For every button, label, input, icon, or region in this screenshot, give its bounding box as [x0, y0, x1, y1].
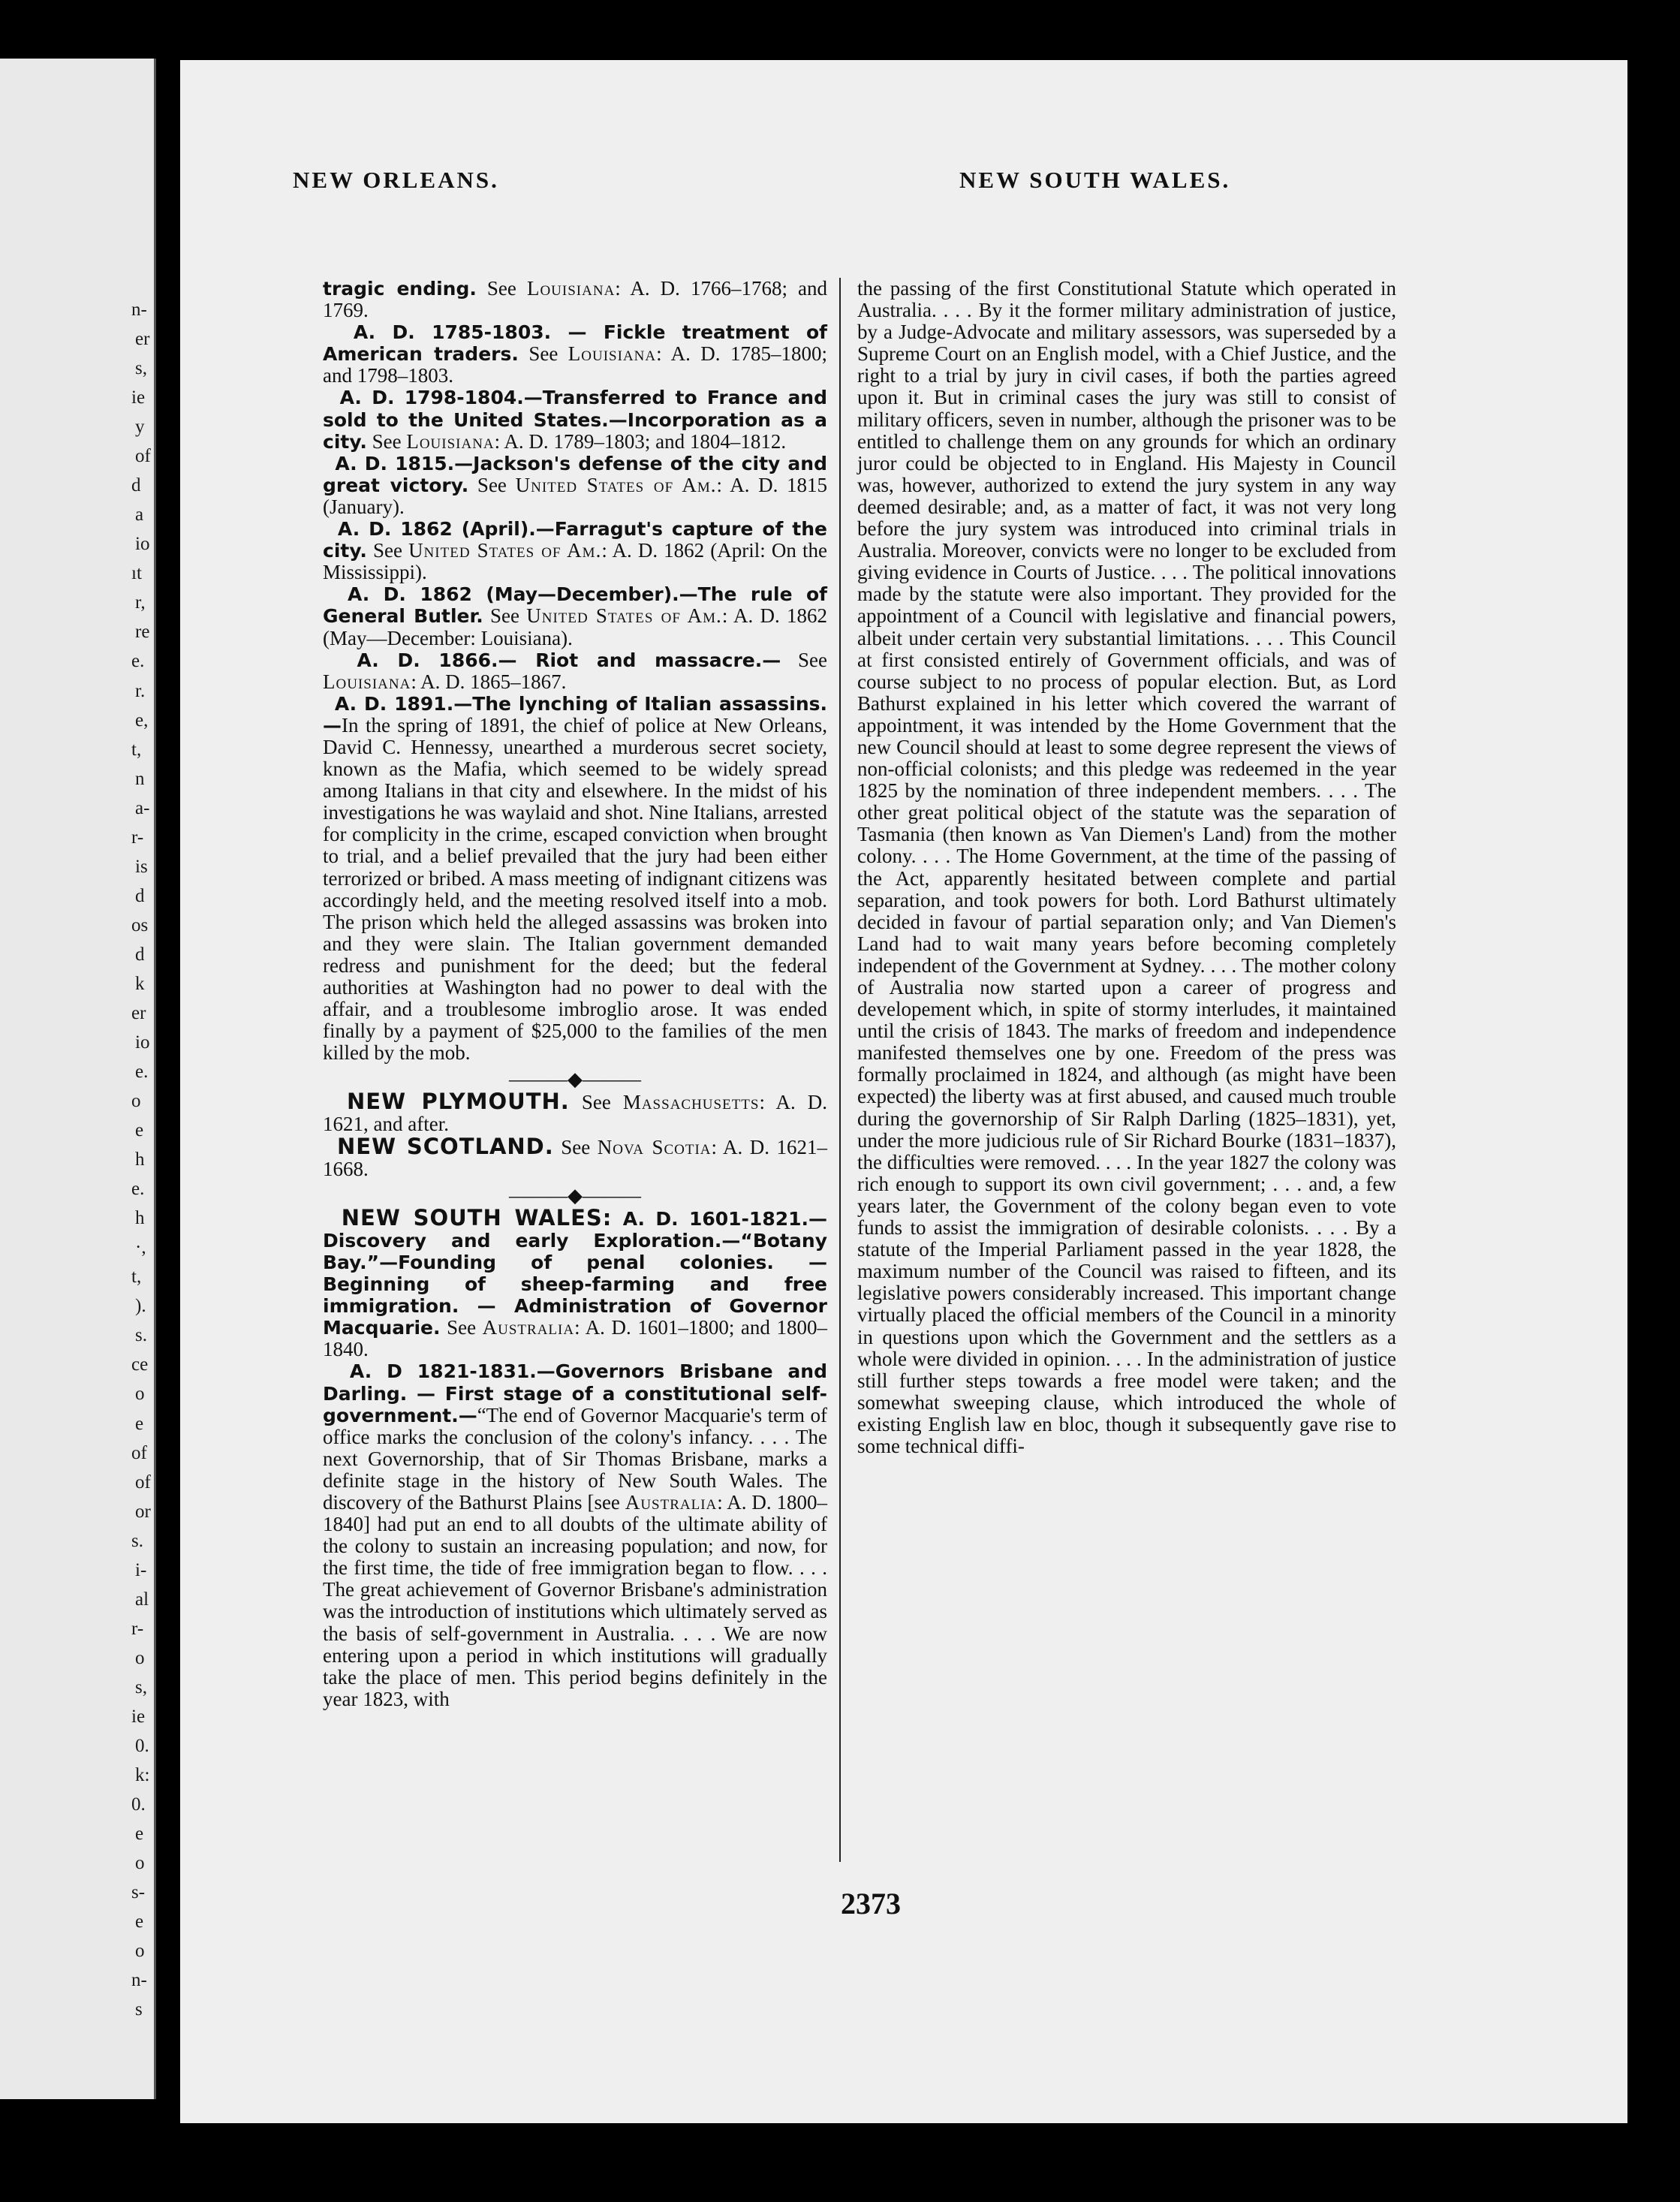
entry-heading: NEW SOUTH WALES:: [341, 1204, 613, 1231]
adjacent-page-fragment: o: [135, 1941, 145, 1962]
entry-paragraph: [323, 453, 827, 518]
page-number: 2373: [841, 1887, 901, 1920]
adjacent-page-fragment: er: [135, 329, 150, 350]
adjacent-page-fragment: s: [135, 1999, 143, 2020]
adjacent-page: [0, 59, 156, 2099]
entry-lead: A. D. 1891.—The lynching of Italian assassins.—: [323, 692, 827, 737]
adjacent-page-fragment: e: [135, 1413, 144, 1434]
entry-heading: NEW PLYMOUTH.: [347, 1089, 570, 1115]
entry-paragraph: [323, 1360, 827, 1710]
cross-reference: United States of Am.: [515, 473, 717, 496]
entry-lead: A. D. 1862 (April).—Farragut's capture of the city.: [323, 518, 828, 562]
adjacent-page-fragment: d: [131, 475, 141, 496]
adjacent-page-fragment: d: [135, 885, 145, 906]
adjacent-page-fragment: ie: [131, 387, 146, 408]
entry-paragraph: the passing of the first Constitutional Statute which operated in Australia. . . . By it the former military administration of justice, by a Judge-Advocate and military assessors, was superseded by a Supreme Court on an English model, with a Chief Justice, and the right to a trial by jury in civil cases, if both the parties agreed upon it. But in criminal cases the jury was still to consist of military officers, seven in number, although the prisoner was to be entitled to challenge them on any grounds for which an ordinary juror could be objected to in England. His Majesty in Council was, however, authorized to extend the jury system in any way deemed desirable; and, as a matter of fact, it was not very long before the jury system was introduced into criminal trials in Australia. Moreover, convicts were no longer to be excluded from giving evidence in Courts of Justice. . . . The political innovations made by the statute were also important. They provided for the appointment of a Council with legislative and financial powers, albeit under certain very substantial limitations. . . . This Council at first consisted entirely of Government officials, and was of course subject to no process of popular election. But, as Lord Bathurst explained in his letter which covered the warrant of appointment, it was intended by the Home Government that the new Council should at least to some degree represent the views of non-official colonists; and this pledge was redeemed in the year 1825 by the nomination of three independent members. . . . The other great political object of the statute was the separation of Tasmania (then known as Van Diemen's Land) from the mother colony. . . . The Home Government, at the time of the passing of the Act, apparently hesitated between complete and partial separation, and took powers for both. Lord Bathurst ultimately decided in favour of partial separation only; and Van Diemen's Land had to wait many years before becoming completely independent of the Government at Sydney. . . . The mother colony of Australia now started upon a career of progress and developement which, in spite of stormy interludes, it maintained until the crisis of 1843. The marks of freedom and independence manifested themselves one by one. Freedom of the press was formally proclaimed in 1824, and although (as might have been expected) the liberty was at first abused, and caused much trouble during the governorship of Sir Ralph Darling (1825–1831), yet, under the more judicious rule of Sir Richard Bourke (1831–1837), the difficulties were removed. . . . In the year 1827 the colony was rich enough to support its own civil government; . . . and, a few years later, the Government of the colony began even to vote funds to assist the immigration of desirable colonists. . . . By a statute of the Imperial Parliament passed in the year 1828, the maximum number of the Council was raised to fifteen, and its legislative powers considerably increased. This important change virtually placed the official members of the Council in a minority in questions upon which the Government and the settlers as a whole were divided in opinion. . . . In the administration of justice still further steps towards a free model were taken; and the somewhat sweeping clause, which introduced the whole of existing English law en bloc, though it subsequently gave rise to some technical diffi-: [857, 277, 1396, 1457]
adjacent-page-fragment: o: [135, 1853, 145, 1874]
adjacent-page-fragment: ıt: [131, 563, 142, 584]
adjacent-page-fragment: of: [135, 1472, 151, 1493]
entry-text: See: [569, 1091, 623, 1114]
adjacent-page-fragment: s,: [135, 1676, 147, 1697]
adjacent-page-fragment: r-: [131, 827, 144, 848]
entry-paragraph: [323, 518, 827, 583]
entry-text: See: [366, 539, 409, 562]
entry-lead: A. D. 1866.— Riot and massacre.—: [357, 649, 781, 671]
adjacent-page-fragment: t,: [131, 739, 142, 760]
adjacent-page-fragment: ·,: [135, 1237, 146, 1258]
entry-text: See: [483, 604, 527, 628]
adjacent-page-fragment: k:: [135, 1765, 150, 1785]
running-header-right: NEW SOUTH WALES.: [959, 167, 1231, 193]
adjacent-page-fragment: r,: [135, 592, 146, 613]
adjacent-page-fragment: n-: [131, 1970, 147, 1991]
adjacent-page-fragment: r-: [131, 1618, 144, 1639]
cross-reference: Louisiana: [323, 670, 411, 693]
adjacent-page-fragment: h: [135, 1149, 145, 1170]
entry-paragraph: [323, 583, 827, 649]
entry-lead: A. D. 1785-1803. — Fickle treatment of American traders.: [323, 321, 828, 366]
entry-paragraph: [323, 1091, 827, 1135]
adjacent-page-fragment: ).: [135, 1296, 146, 1317]
running-header-left: NEW ORLEANS.: [293, 167, 499, 193]
adjacent-page-fragment: o: [135, 1384, 145, 1405]
entry-lead: A. D 1821-1831.—Governors Brisbane and Darling. — First stage of a constitutional self-government.—: [323, 1360, 827, 1426]
adjacent-page-fragment: e: [135, 1824, 144, 1845]
adjacent-page-fragment: h: [135, 1208, 145, 1229]
adjacent-page-fragment: ie: [131, 1706, 146, 1727]
entry-text: : A. D. 1800–1840] had put an end to all doubts of the ultimate ability of the colony to sustain an increasing population; and now, for the first time, the tide of free immigration began to flow. . . . The great achievement of Governor Brisbane's administration was the introduction of institutions which ultimately served as the basis of self-government in Australia. . . . We are now entering upon a period in which institutions will gradually take the place of men. This period begins definitely in the year 1823, with: [323, 1490, 827, 1710]
adjacent-page-fragment: e.: [135, 1062, 149, 1083]
adjacent-page-fragment: k: [135, 973, 145, 994]
cross-reference: Australia: [482, 1316, 575, 1339]
entry-text: See: [518, 342, 568, 366]
entry-text: See: [476, 277, 527, 300]
entry-text: : A. D. 1785–1800; and 1798–1803.: [323, 342, 828, 387]
entry-paragraph: [323, 649, 827, 693]
adjacent-page-fragment: d: [135, 944, 145, 965]
adjacent-page-fragment: of: [131, 1442, 147, 1463]
entry-text: See: [781, 648, 827, 671]
entry-text: See: [440, 1316, 483, 1339]
entry-lead: A. D. 1601-1821.—Discovery and early Exploration.—“Botany Bay.”—Founding of penal colonies. — Beginning of sheep-farming and free immigration. — Administration of Governor Macquarie.: [323, 1207, 827, 1339]
cross-reference: Nova Scotia: [597, 1135, 712, 1158]
entry-lead: A. D. 1862 (May—December).—The rule of General Butler.: [323, 583, 828, 628]
cross-reference: Louisiana: [526, 277, 616, 300]
adjacent-page-fragment: o: [131, 1091, 141, 1112]
column-rule: [839, 278, 841, 1862]
entry-paragraph: [323, 321, 827, 387]
cross-reference: Massachusetts: [622, 1091, 760, 1114]
entry-text: In the spring of 1891, the chief of police at New Orleans, David C. Hennessy, unearthed a murderous secret society, known as the Mafia, which seemed to be widely spread among Italians in that city and elsewhere. In the midst of his investigations he was waylaid and shot. Nine Italians, arrested for complicity in the crime, escaped conviction when brought to trial, and a belief prevailed that the jury had been either terrorized or bribed. A mass meeting of indignant citizens was accordingly held, and the meeting resolved itself into a mob. The prison which held the alleged assassins was broken into and they were slain. The Italian government demanded redress and punishment for the deed; but the federal authorities at Washington had no power to deal with the affair, and a troublesome imbroglio arose. It was ended finally by a payment of $25,000 to the families of the men killed by the mob.: [323, 713, 827, 1065]
adjacent-page-fragment: e,: [135, 709, 149, 730]
adjacent-page-fragment: er: [131, 1002, 146, 1023]
entry-text: “The end of Governor Macquarie's term of office marks the conclusion of the colony's infancy. . . . The next Governorship, that of Sir Thomas Brisbane, marks a definite stage in the history of New South Wales. The discovery of the Bathurst Plains [see: [323, 1403, 827, 1514]
adjacent-page-fragment: o: [135, 1647, 145, 1668]
entry-paragraph: [323, 387, 827, 452]
adjacent-page-fragment: e: [135, 1120, 144, 1141]
entry-lead: A. D. 1798-1804.—Transferred to France and sold to the United States.—Incorporation as a city.: [323, 387, 828, 453]
entry-text: : A. D. 1601–1800; and 1800–1840.: [323, 1316, 828, 1361]
entry-lead: tragic ending.: [323, 278, 477, 300]
entry-lead: A. D. 1815.—Jackson's defense of the city and great victory.: [323, 452, 827, 496]
adjacent-page-fragment: or: [135, 1501, 151, 1522]
adjacent-page-fragment: al: [135, 1589, 149, 1610]
entry-text: : A. D. 1621, and after.: [323, 1091, 828, 1136]
adjacent-page-fragment: s.: [131, 1530, 143, 1551]
entry-text: : A. D. 1621–1668.: [323, 1135, 828, 1180]
cross-reference: United States of Am.: [408, 539, 602, 562]
adjacent-page-fragment: n: [135, 768, 145, 789]
entry-text: : A. D. 1815 (January).: [323, 473, 828, 518]
adjacent-page-fragment: a-: [135, 797, 150, 818]
adjacent-page-fragment: e.: [131, 1179, 145, 1200]
entry-text: : A. D. 1766–1768; and 1769.: [323, 277, 828, 322]
adjacent-page-fragment: ce: [131, 1354, 149, 1375]
section-divider: ———◆———: [509, 1184, 641, 1206]
cross-reference: Louisiana: [568, 342, 657, 366]
adjacent-page-fragment: i-: [135, 1559, 147, 1580]
entry-paragraph: [323, 1133, 828, 1180]
adjacent-page-fragment: 0.: [135, 1735, 149, 1756]
adjacent-page-fragment: io: [135, 534, 150, 555]
entry-paragraph: [323, 1204, 828, 1361]
cross-reference: Louisiana: [406, 429, 495, 453]
adjacent-page-fragment: io: [135, 1032, 150, 1053]
adjacent-page-fragment: re: [135, 622, 150, 643]
right-column: [857, 278, 1396, 1457]
adjacent-page-fragment: s,: [135, 358, 147, 379]
adjacent-page-fragment: e: [135, 1911, 144, 1932]
adjacent-page-fragment: is: [135, 856, 148, 877]
cross-reference: United States of Am.: [526, 604, 722, 628]
cross-reference: Australia: [625, 1490, 718, 1514]
section-divider: ———◆———: [509, 1068, 641, 1091]
entry-text: See: [553, 1135, 598, 1158]
adjacent-page-fragment: s-: [131, 1882, 146, 1903]
adjacent-page-fragment: s.: [135, 1325, 147, 1346]
entry-text: : A. D. 1862 (May—December: Louisiana).: [323, 604, 827, 649]
entry-paragraph: [323, 693, 827, 1065]
entry-text: : A. D. 1862 (April: On the Mississippi).: [323, 539, 827, 584]
adjacent-page-fragment: 0.: [131, 1794, 146, 1815]
adjacent-page-fragment: e.: [131, 651, 145, 672]
entry-paragraph: [323, 278, 827, 321]
adjacent-page-fragment: t,: [131, 1267, 142, 1288]
adjacent-page-fragment: r.: [135, 680, 146, 701]
entry-text: : A. D. 1789–1803; and 1804–1812.: [494, 429, 787, 453]
adjacent-page-fragment: os: [131, 914, 149, 935]
adjacent-page-fragment: a: [135, 505, 144, 526]
entry-text: See: [468, 473, 516, 496]
entry-text: : A. D. 1865–1867.: [411, 670, 567, 693]
adjacent-page-fragment: y: [135, 417, 145, 438]
entry-heading: NEW SCOTLAND.: [336, 1133, 554, 1159]
adjacent-page-fragment: of: [135, 446, 151, 467]
entry-text: See: [366, 429, 407, 453]
left-column: [323, 278, 827, 1710]
adjacent-page-fragment: n-: [131, 300, 147, 320]
